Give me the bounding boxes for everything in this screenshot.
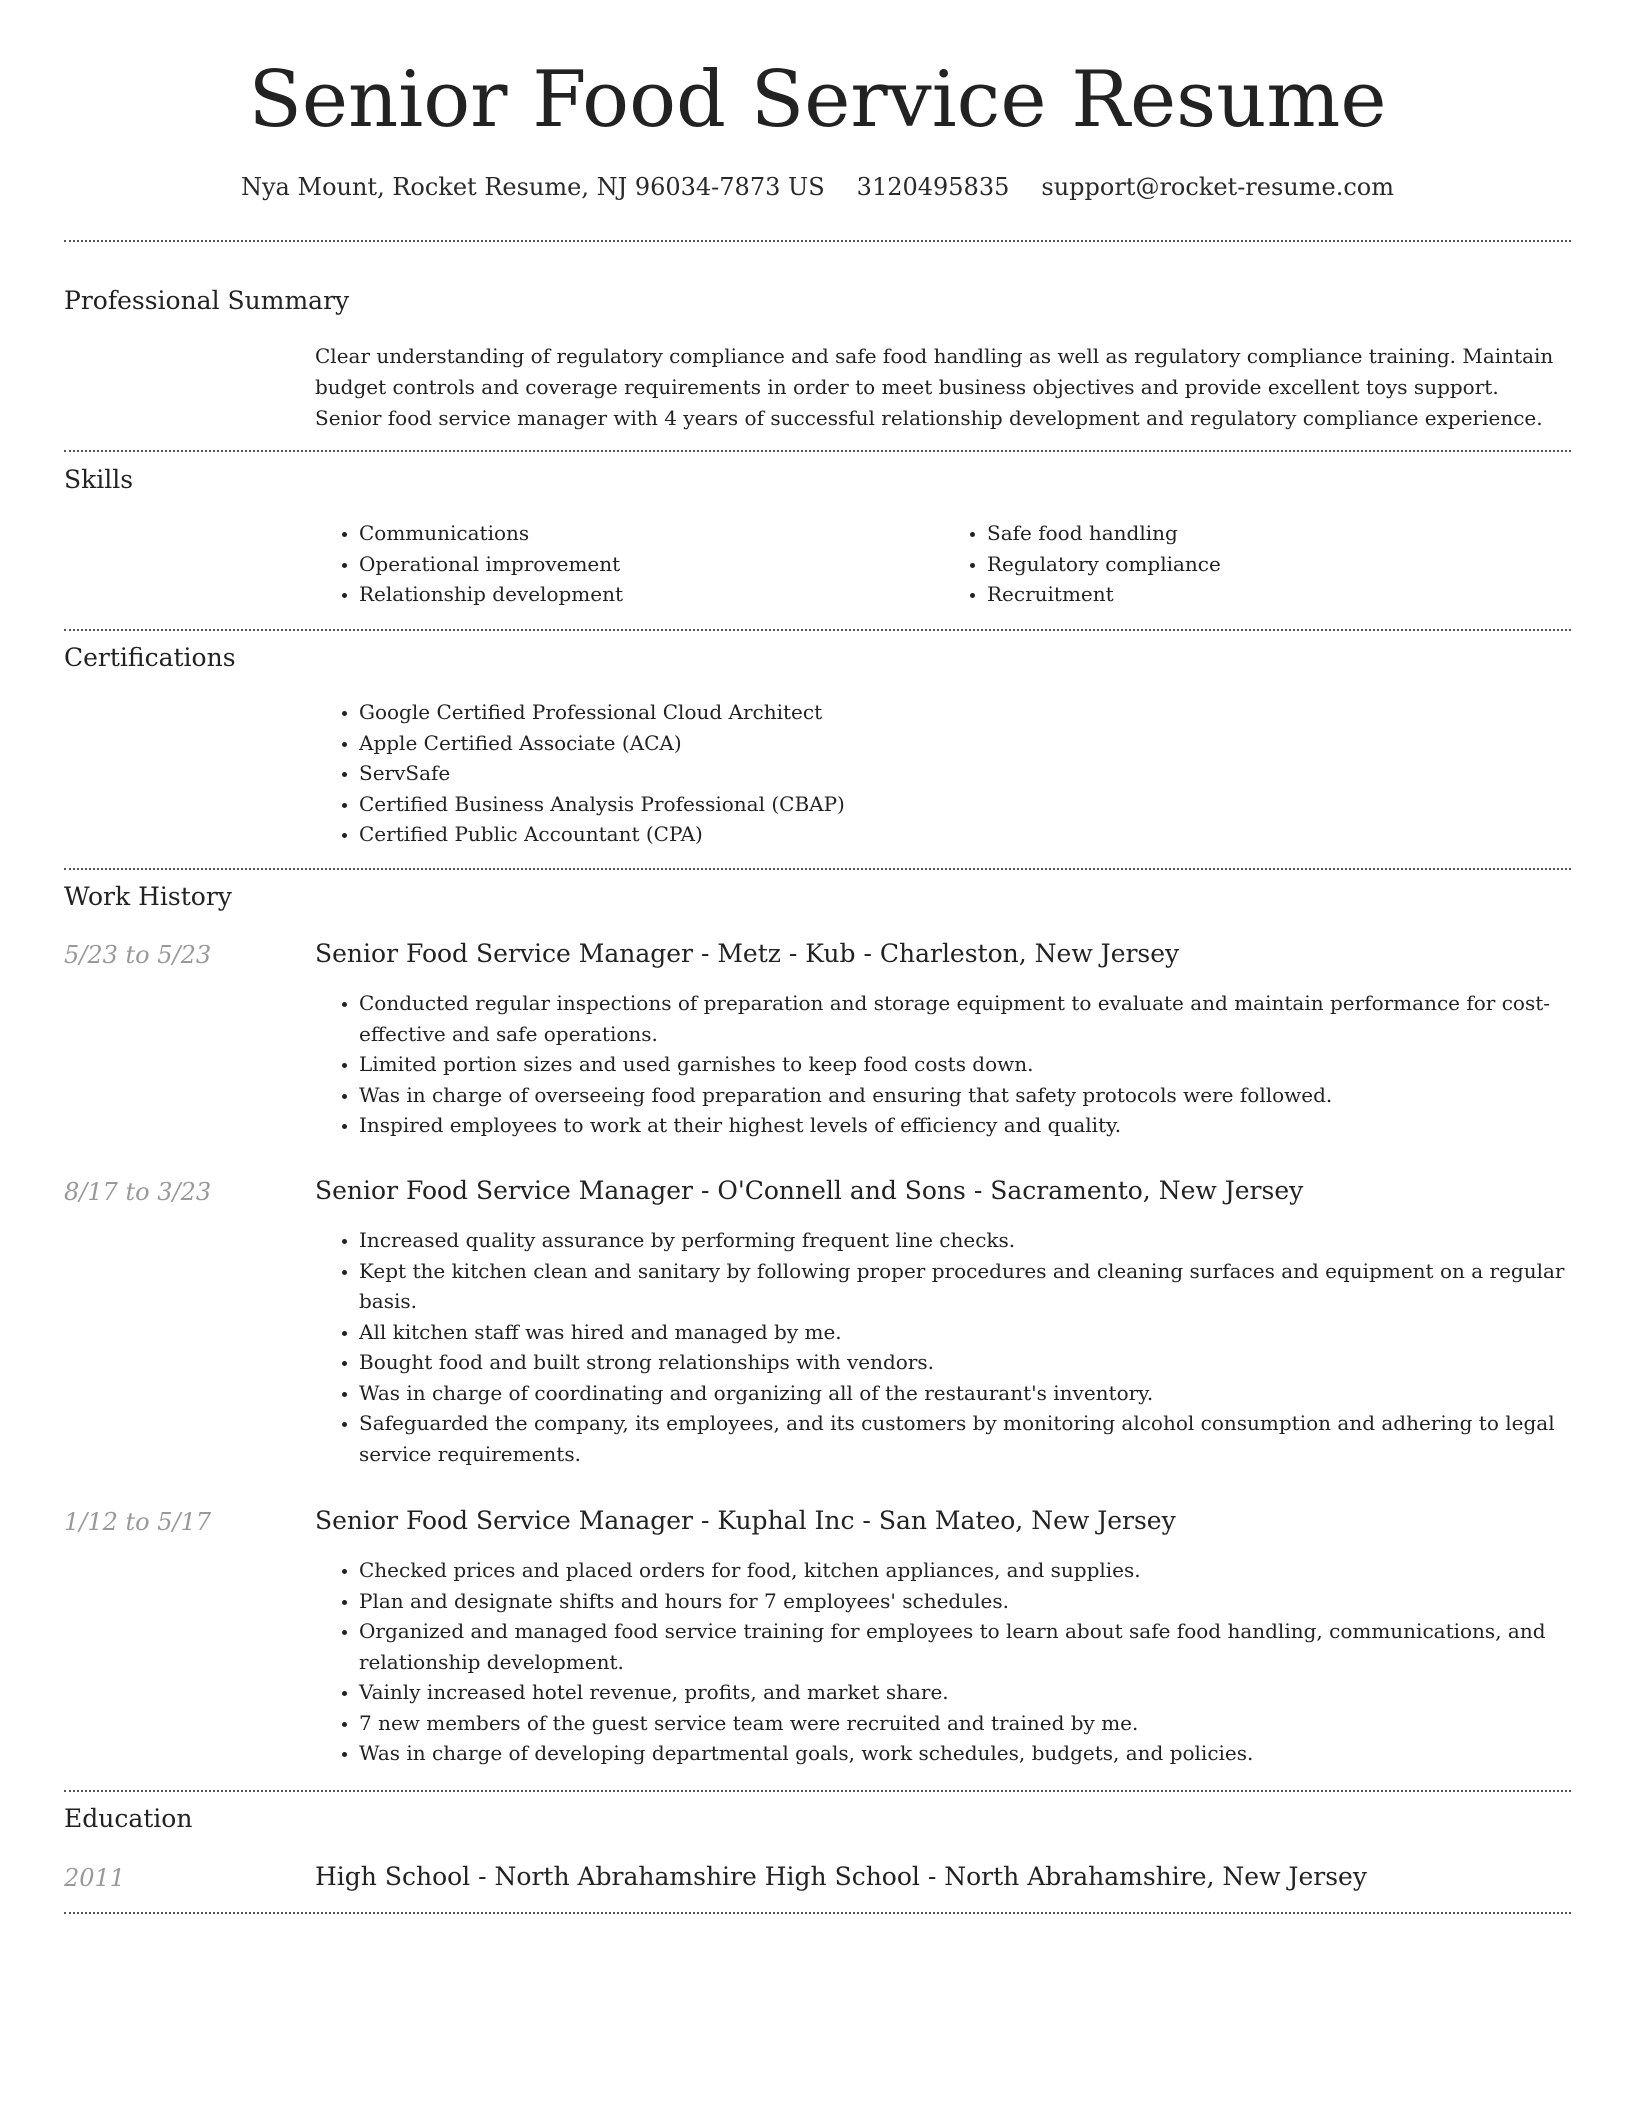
job-dates: 8/17 to 3/23: [64, 1178, 212, 1206]
job-bullet: • Checked prices and placed orders for food, kitchen appliances, and supplies.: [359, 1555, 1571, 1586]
contact-email: support@rocket-resume.com: [1041, 173, 1394, 201]
summary-text: Clear understanding of regulatory compliance and safe food handling as well as regulatory compliance training. Maintain budget controls and coverage requirements in order to meet business objectives and provide excellent toys support. Senior food service manager with 4 years of successful relationship development and regulatory compliance experience.: [315, 344, 1554, 430]
job-bullets: [315, 1555, 1571, 1769]
certifications-list: [315, 697, 1571, 850]
job-bullet: • Was in charge of coordinating and organizing all of the restaurant's inventory.: [359, 1378, 1571, 1409]
job-dates: 1/12 to 5/17: [64, 1508, 212, 1536]
contact-line: [64, 170, 1571, 204]
contact-phone: 3120495835: [856, 173, 1010, 201]
skill-item: • Relationship development: [359, 579, 943, 610]
job-title: Senior Food Service Manager - O'Connell and Sons - Sacramento, New Jersey: [315, 1176, 1304, 1205]
section-heading-summary: Professional Summary: [64, 286, 350, 315]
summary-block: [315, 341, 1571, 434]
job-bullet: • Was in charge of overseeing food preparation and ensuring that safety protocols were followed.: [359, 1080, 1571, 1111]
skill-item: • Safe food handling: [987, 518, 1571, 549]
job-bullet: • Was in charge of developing departmental goals, work schedules, budgets, and policies.: [359, 1738, 1571, 1769]
section-heading-skills: Skills: [64, 465, 134, 494]
job-bullet: • Limited portion sizes and used garnishes to keep food costs down.: [359, 1049, 1571, 1080]
skills-block: [315, 518, 1571, 610]
skill-item: • Regulatory compliance: [987, 549, 1571, 580]
job-bullets: [315, 988, 1571, 1141]
page-title: Senior Food Service Resume: [248, 55, 1387, 145]
skill-item: • Communications: [359, 518, 943, 549]
skills-list-left: [315, 518, 943, 610]
section-heading-education: Education: [64, 1804, 193, 1833]
certification-item: • Apple Certified Associate (ACA): [359, 728, 1571, 759]
certifications-block: [315, 697, 1571, 850]
skill-item: • Operational improvement: [359, 549, 943, 580]
job-dates: 5/23 to 5/23: [64, 941, 212, 969]
contact-address: Nya Mount, Rocket Resume, NJ 96034-7873 US: [241, 173, 825, 201]
education-year: 2011: [64, 1864, 126, 1892]
divider: [64, 240, 1571, 242]
job-title: Senior Food Service Manager - Kuphal Inc - San Mateo, New Jersey: [315, 1506, 1176, 1535]
divider: [64, 1912, 1571, 1914]
job-bullet: • Inspired employees to work at their highest levels of efficiency and quality.: [359, 1110, 1571, 1141]
job-bullet: • Kept the kitchen clean and sanitary by following proper procedures and cleaning surfaces and equipment on a regular basis.: [359, 1256, 1571, 1317]
job-bullet: • 7 new members of the guest service team were recruited and trained by me.: [359, 1708, 1571, 1739]
job-bullet: • Increased quality assurance by performing frequent line checks.: [359, 1225, 1571, 1256]
divider: [64, 1790, 1571, 1792]
certification-item: • Certified Business Analysis Professional (CBAP): [359, 789, 1571, 820]
certification-item: • Certified Public Accountant (CPA): [359, 819, 1571, 850]
divider: [64, 868, 1571, 870]
divider: [64, 629, 1571, 631]
job-title: Senior Food Service Manager - Metz - Kub - Charleston, New Jersey: [315, 939, 1180, 968]
job-bullet: • Organized and managed food service training for employees to learn about safe food handling, communications, and relationship development.: [359, 1616, 1571, 1677]
section-heading-certifications: Certifications: [64, 643, 236, 672]
certification-item: • ServSafe: [359, 758, 1571, 789]
skills-list-right: [943, 518, 1571, 610]
job-bullet: • Conducted regular inspections of preparation and storage equipment to evaluate and maintain performance for cost-effective and safe operations.: [359, 988, 1571, 1049]
education-title: High School - North Abrahamshire High School - North Abrahamshire, New Jersey: [315, 1862, 1367, 1891]
job-bullets: [315, 1225, 1571, 1469]
divider: [64, 450, 1571, 452]
certification-item: • Google Certified Professional Cloud Architect: [359, 697, 1571, 728]
job-bullet: • Bought food and built strong relationships with vendors.: [359, 1347, 1571, 1378]
skill-item: • Recruitment: [987, 579, 1571, 610]
section-heading-work-history: Work History: [64, 882, 232, 911]
job-bullet: • All kitchen staff was hired and managed by me.: [359, 1317, 1571, 1348]
job-bullet: • Safeguarded the company, its employees, and its customers by monitoring alcohol consumption and adhering to legal service requirements.: [359, 1408, 1571, 1469]
job-bullet: • Vainly increased hotel revenue, profits, and market share.: [359, 1677, 1571, 1708]
job-bullet: • Plan and designate shifts and hours for 7 employees' schedules.: [359, 1586, 1571, 1617]
